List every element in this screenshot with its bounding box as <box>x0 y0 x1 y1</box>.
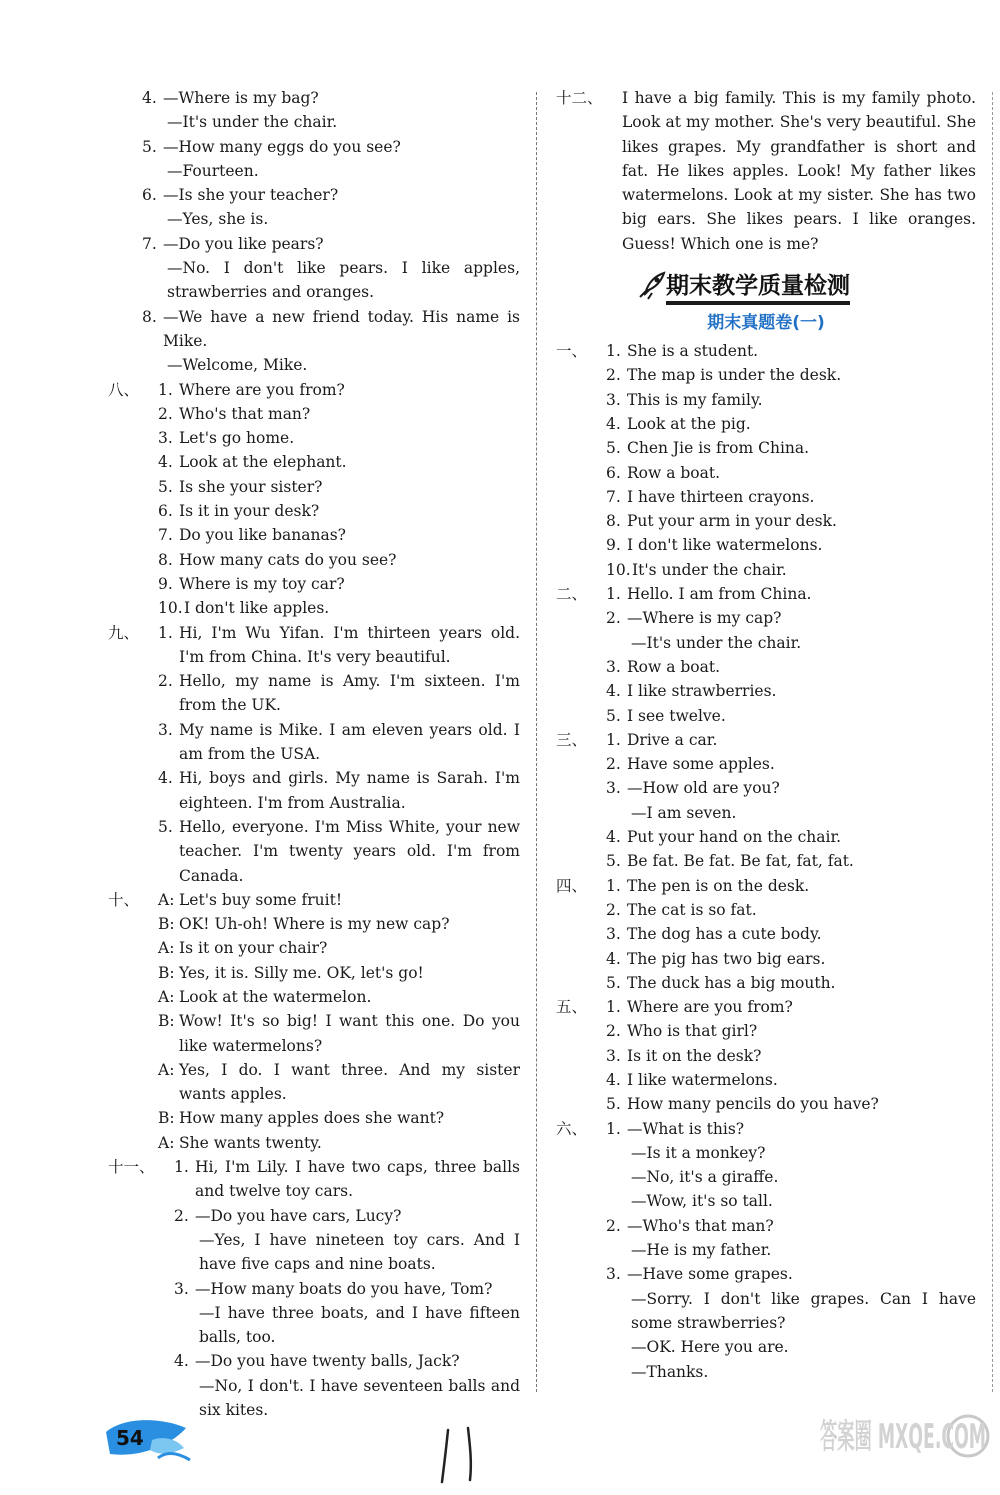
answer-line: —OK. Here you are. <box>631 1338 789 1357</box>
answer-item <box>606 533 976 557</box>
answer-item <box>606 509 976 533</box>
item-number: 3. <box>174 1279 189 1298</box>
section-number: 二、 <box>556 585 588 604</box>
answer-item <box>606 485 976 509</box>
answer-line: Let's buy some fruit! <box>179 890 343 909</box>
item-number: 2. <box>174 1206 189 1225</box>
answer-line: She wants twenty. <box>179 1133 322 1152</box>
item-number: 1. <box>606 876 621 895</box>
answer-section <box>108 378 520 621</box>
item-number: 8. <box>142 307 157 326</box>
answer-section <box>108 621 520 888</box>
answer-line: Yes, it is. Silly me. OK, let's go! <box>179 963 424 982</box>
answer-line: —I have three boats, and I have fifteen balls, too. <box>199 1303 520 1347</box>
answer-line: Is she your sister? <box>179 477 323 496</box>
answer-line: Row a boat. <box>627 463 721 482</box>
section-12 <box>556 86 976 256</box>
answer-item <box>606 971 976 995</box>
answer-item <box>142 135 520 184</box>
item-number: 4. <box>606 414 621 433</box>
answer-line: Who is that girl? <box>627 1022 758 1041</box>
answer-line: Put your hand on the chair. <box>627 828 842 847</box>
answer-line: —No. I don't like pears. I like apples, strawberries and oranges. <box>167 259 520 302</box>
item-number: 1. <box>174 1158 189 1177</box>
answer-line: Is it on the desk? <box>627 1046 762 1065</box>
column-divider <box>536 92 537 1392</box>
answer-line: Have some apples. <box>627 755 775 774</box>
answer-item <box>606 704 976 728</box>
answer-line: —Who's that man? <box>627 1216 774 1235</box>
answer-item <box>158 669 520 718</box>
answer-line: —Yes, she is. <box>167 210 269 229</box>
answer-item <box>606 1117 976 1214</box>
answer-section <box>556 728 976 874</box>
item-number: 8. <box>606 512 621 531</box>
answer-line: Is it on your chair? <box>179 939 328 958</box>
item-number: 6. <box>142 186 157 205</box>
answer-item <box>606 655 976 679</box>
answer-line: How many cats do you see? <box>179 550 397 569</box>
answer-line: Row a boat. <box>627 657 721 676</box>
item-number: 5. <box>606 1095 621 1114</box>
item-number: 7. <box>142 234 157 253</box>
section-number: 一、 <box>556 342 588 361</box>
answer-line: —Do you have twenty balls, Jack? <box>195 1352 460 1371</box>
answer-item <box>606 922 976 946</box>
answer-item <box>158 985 520 1009</box>
item-number: 3. <box>606 1265 621 1284</box>
item-number: 4. <box>158 769 173 788</box>
answer-item <box>142 183 520 232</box>
section-number: 五、 <box>556 998 588 1017</box>
answer-item <box>606 1068 976 1092</box>
item-number: 1. <box>158 623 173 642</box>
item-number: A: <box>158 987 175 1006</box>
answer-line: How many apples does she want? <box>179 1109 445 1128</box>
answer-line: The duck has a big mouth. <box>627 973 836 992</box>
answer-section <box>556 582 976 728</box>
section-number: 三、 <box>556 730 588 749</box>
answer-item <box>142 86 520 135</box>
answer-item <box>606 1214 976 1263</box>
section-number <box>108 86 142 378</box>
section-number: 六、 <box>556 1119 588 1138</box>
section-number: 十二、 <box>556 89 603 107</box>
answer-line: —How many eggs do you see? <box>163 137 401 156</box>
section-number: 十一、 <box>108 1158 155 1177</box>
answer-line: The cat is so fat. <box>627 900 757 919</box>
answer-item <box>606 898 976 922</box>
answer-item <box>158 888 520 912</box>
item-number: B: <box>158 963 175 982</box>
answer-line: OK! Uh-oh! Where is my new cap? <box>179 915 450 934</box>
answer-item <box>606 1019 976 1043</box>
page-number: 54 <box>116 1426 144 1450</box>
item-number: 4. <box>606 682 621 701</box>
item-number: 4. <box>606 1070 621 1089</box>
answer-line: Do you like bananas? <box>179 526 346 545</box>
item-number: A: <box>158 939 175 958</box>
item-number: A: <box>158 1133 175 1152</box>
item-number: 4. <box>606 828 621 847</box>
answer-item <box>606 995 976 1019</box>
answer-line: She is a student. <box>627 342 759 361</box>
answer-item <box>606 679 976 703</box>
answer-item <box>606 412 976 436</box>
item-number: 4. <box>158 453 173 472</box>
answer-item <box>142 232 520 305</box>
item-number: 5. <box>158 477 173 496</box>
answer-line: The pen is on the desk. <box>627 876 810 895</box>
answer-line: Where is my toy car? <box>179 574 345 593</box>
answer-line: I like strawberries. <box>627 682 777 701</box>
answer-line: I don't like watermelons. <box>627 536 823 555</box>
item-number: 5. <box>606 706 621 725</box>
answer-line: Wow! It's so big! I want this one. Do you like watermelons? <box>179 1012 520 1055</box>
answer-line: —Have some grapes. <box>627 1265 793 1284</box>
answer-line: The dog has a cute body. <box>627 925 822 944</box>
watermark <box>812 1410 992 1490</box>
answer-item <box>158 1106 520 1130</box>
answer-section <box>108 86 520 378</box>
answer-line: I don't like apples. <box>184 599 330 618</box>
answer-item <box>158 572 520 596</box>
answer-item <box>158 912 520 936</box>
answer-line: —Welcome, Mike. <box>167 356 308 375</box>
answer-line: Look at the pig. <box>627 414 751 433</box>
answer-line: —It's under the chair. <box>631 633 802 652</box>
item-number: 1. <box>606 998 621 1017</box>
section-number: 八、 <box>108 380 140 399</box>
item-number: 9. <box>606 536 621 555</box>
answer-item <box>606 728 976 752</box>
item-number: 10. <box>606 560 631 579</box>
section-number: 十、 <box>108 890 140 909</box>
answer-line: Hello. I am from China. <box>627 585 812 604</box>
answer-line: —Yes, I have nineteen toy cars. And I have five caps and nine boats. <box>199 1230 520 1274</box>
answer-line: —We have a new friend today. His name is Mike. <box>163 307 520 350</box>
answer-item <box>606 1092 976 1116</box>
item-number: A: <box>158 1060 175 1079</box>
answer-item <box>606 363 976 387</box>
item-number: 1. <box>606 730 621 749</box>
item-number: 7. <box>606 487 621 506</box>
answer-line: —How old are you? <box>627 779 780 798</box>
passage: I have a big family. This is my family photo. Look at my mother. She's very beautiful. She likes grapes. My grandfather is short and fat. He likes apples. Look! My father likes watermelons. Look at my sister. She has two big ears. She likes pears. I like oranges. Guess! Which one is me? <box>622 89 976 253</box>
answer-line: I have thirteen crayons. <box>627 487 815 506</box>
answer-line: Look at the watermelon. <box>179 987 372 1006</box>
rocket-icon <box>636 271 666 301</box>
answer-line: Where are you from? <box>627 998 793 1017</box>
item-number: 6. <box>606 463 621 482</box>
answer-section <box>556 874 976 995</box>
item-number: 5. <box>606 439 621 458</box>
answer-line: Hi, I'm Lily. I have two caps, three balls and twelve toy cars. <box>195 1158 520 1201</box>
answer-section <box>556 339 976 582</box>
answer-item <box>158 961 520 985</box>
answer-line: Chen Jie is from China. <box>627 439 810 458</box>
answer-line: —What is this? <box>627 1119 745 1138</box>
answer-item <box>606 582 976 606</box>
answer-section <box>556 995 976 1116</box>
answer-line: Hello, everyone. I'm Miss White, your new teacher. I'm twenty years old. I'm from Canada. <box>179 817 520 885</box>
answer-item <box>606 339 976 363</box>
item-number: 9. <box>158 574 173 593</box>
watermark-text: 答案圈 MXQE.COM <box>820 1417 986 1457</box>
section-number: 九、 <box>108 623 140 642</box>
exam-heading <box>636 266 976 306</box>
answer-line: —Do you like pears? <box>163 234 324 253</box>
answer-line: —Where is my cap? <box>627 609 782 628</box>
answer-item <box>606 436 976 460</box>
answer-item <box>158 766 520 815</box>
item-number: 1. <box>606 585 621 604</box>
answer-line: Look at the elephant. <box>179 453 347 472</box>
item-number: 2. <box>606 755 621 774</box>
item-number: 3. <box>606 1046 621 1065</box>
item-number: 2. <box>606 609 621 628</box>
answer-item <box>158 1009 520 1058</box>
answer-item <box>606 776 976 825</box>
right-column <box>556 86 976 1384</box>
item-number: 8. <box>158 550 173 569</box>
item-number: 1. <box>606 342 621 361</box>
answer-item <box>158 548 520 572</box>
item-number: 2. <box>606 1216 621 1235</box>
item-number: 2. <box>606 366 621 385</box>
answer-item <box>174 1204 520 1277</box>
answer-line: —I am seven. <box>631 803 737 822</box>
answer-line: Who's that man? <box>179 404 311 423</box>
answer-line: —Is she your teacher? <box>163 186 339 205</box>
answer-line: Is it in your desk? <box>179 502 320 521</box>
answer-line: —Thanks. <box>631 1362 709 1381</box>
item-number: 3. <box>606 925 621 944</box>
exam-subheading: 期末真题卷(一) <box>707 313 825 334</box>
answer-line: Drive a car. <box>627 730 718 749</box>
answer-section <box>556 1117 976 1384</box>
answer-section <box>108 1155 520 1422</box>
answer-item <box>158 596 520 620</box>
item-number: A: <box>158 890 175 909</box>
page-edge-line <box>992 92 993 1392</box>
answer-line: —Do you have cars, Lucy? <box>195 1206 402 1225</box>
answer-line: My name is Mike. I am eleven years old. I am from the USA. <box>179 720 520 764</box>
answer-item <box>158 475 520 499</box>
answer-item <box>158 450 520 474</box>
answer-item <box>158 1058 520 1107</box>
answer-item <box>158 621 520 670</box>
answer-line: —Fourteen. <box>167 161 259 180</box>
item-number: 5. <box>606 973 621 992</box>
answer-line: —How many boats do you have, Tom? <box>195 1279 493 1298</box>
answer-section <box>108 888 520 1155</box>
answer-item <box>606 849 976 873</box>
answer-item <box>606 558 976 582</box>
section-number: 四、 <box>556 876 588 895</box>
answer-item <box>158 378 520 402</box>
item-number: 10. <box>158 599 183 618</box>
answer-line: It's under the chair. <box>632 560 787 579</box>
item-number: 1. <box>158 380 173 399</box>
answer-item <box>158 426 520 450</box>
answer-line: The pig has two big ears. <box>627 949 826 968</box>
item-number: 3. <box>158 720 173 739</box>
answer-line: Hello, my name is Amy. I'm sixteen. I'm from the UK. <box>179 672 520 715</box>
left-column <box>108 86 520 1422</box>
answer-line: Be fat. Be fat. Be fat, fat, fat. <box>627 852 854 871</box>
item-number: 6. <box>158 502 173 521</box>
answer-item <box>158 936 520 960</box>
answer-line: —It's under the chair. <box>167 113 338 132</box>
item-number: B: <box>158 915 175 934</box>
answer-item <box>606 752 976 776</box>
item-number: 3. <box>158 429 173 448</box>
answer-line: I like watermelons. <box>627 1070 778 1089</box>
handwritten-mark <box>432 1426 492 1486</box>
item-number: 1. <box>606 1119 621 1138</box>
page-title: 期末教学质量检测 <box>666 267 850 305</box>
item-number: 2. <box>606 1022 621 1041</box>
answer-item <box>174 1155 520 1204</box>
answer-line: —Is it a monkey? <box>631 1143 766 1162</box>
answer-line: —Wow, it's so tall. <box>631 1192 773 1211</box>
item-number: 7. <box>158 526 173 545</box>
answer-item <box>142 305 520 378</box>
answer-item <box>158 499 520 523</box>
item-number: 2. <box>606 900 621 919</box>
answer-item <box>158 402 520 426</box>
item-number: 3. <box>606 779 621 798</box>
answer-item <box>606 606 976 655</box>
answer-line: Yes, I do. I want three. And my sister wants apples. <box>179 1060 520 1104</box>
item-number: 4. <box>174 1352 189 1371</box>
answer-item <box>606 947 976 971</box>
answer-line: The map is under the desk. <box>627 366 842 385</box>
answer-line: Where are you from? <box>179 380 345 399</box>
answer-line: Put your arm in your desk. <box>627 512 837 531</box>
answer-item <box>606 1044 976 1068</box>
answer-line: —Where is my bag? <box>163 89 319 107</box>
answer-item <box>158 815 520 888</box>
answer-line: Hi, I'm Wu Yifan. I'm thirteen years old. I'm from China. It's very beautiful. <box>179 623 520 666</box>
answer-item <box>174 1349 520 1422</box>
item-number: B: <box>158 1012 175 1031</box>
answer-item <box>606 825 976 849</box>
answer-item <box>606 874 976 898</box>
item-number: 3. <box>606 657 621 676</box>
item-number: 2. <box>158 404 173 423</box>
page-number-badge <box>102 1414 194 1462</box>
item-number: 4. <box>142 89 157 107</box>
answer-item <box>158 523 520 547</box>
answer-line: This is my family. <box>627 390 763 409</box>
answer-line: —No, it's a giraffe. <box>631 1168 779 1187</box>
answer-line: Hi, boys and girls. My name is Sarah. I'm eighteen. I'm from Australia. <box>179 769 520 812</box>
answer-item <box>158 718 520 767</box>
answer-item <box>606 461 976 485</box>
item-number: 5. <box>158 817 173 836</box>
answer-item <box>606 1262 976 1383</box>
answer-item <box>158 1131 520 1155</box>
item-number: 5. <box>142 137 157 156</box>
item-number: 5. <box>606 852 621 871</box>
answer-line: Let's go home. <box>179 429 295 448</box>
item-number: B: <box>158 1109 175 1128</box>
answer-item <box>606 388 976 412</box>
answer-line: How many pencils do you have? <box>627 1095 879 1114</box>
item-number: 2. <box>158 672 173 691</box>
answer-item <box>174 1277 520 1350</box>
answer-line: —Sorry. I don't like grapes. Can I have some strawberries? <box>631 1289 976 1332</box>
item-number: 3. <box>606 390 621 409</box>
answer-line: I see twelve. <box>627 706 726 725</box>
answer-line: —He is my father. <box>631 1241 772 1260</box>
answer-line: —No, I don't. I have seventeen balls and six kites. <box>199 1376 520 1420</box>
item-number: 4. <box>606 949 621 968</box>
